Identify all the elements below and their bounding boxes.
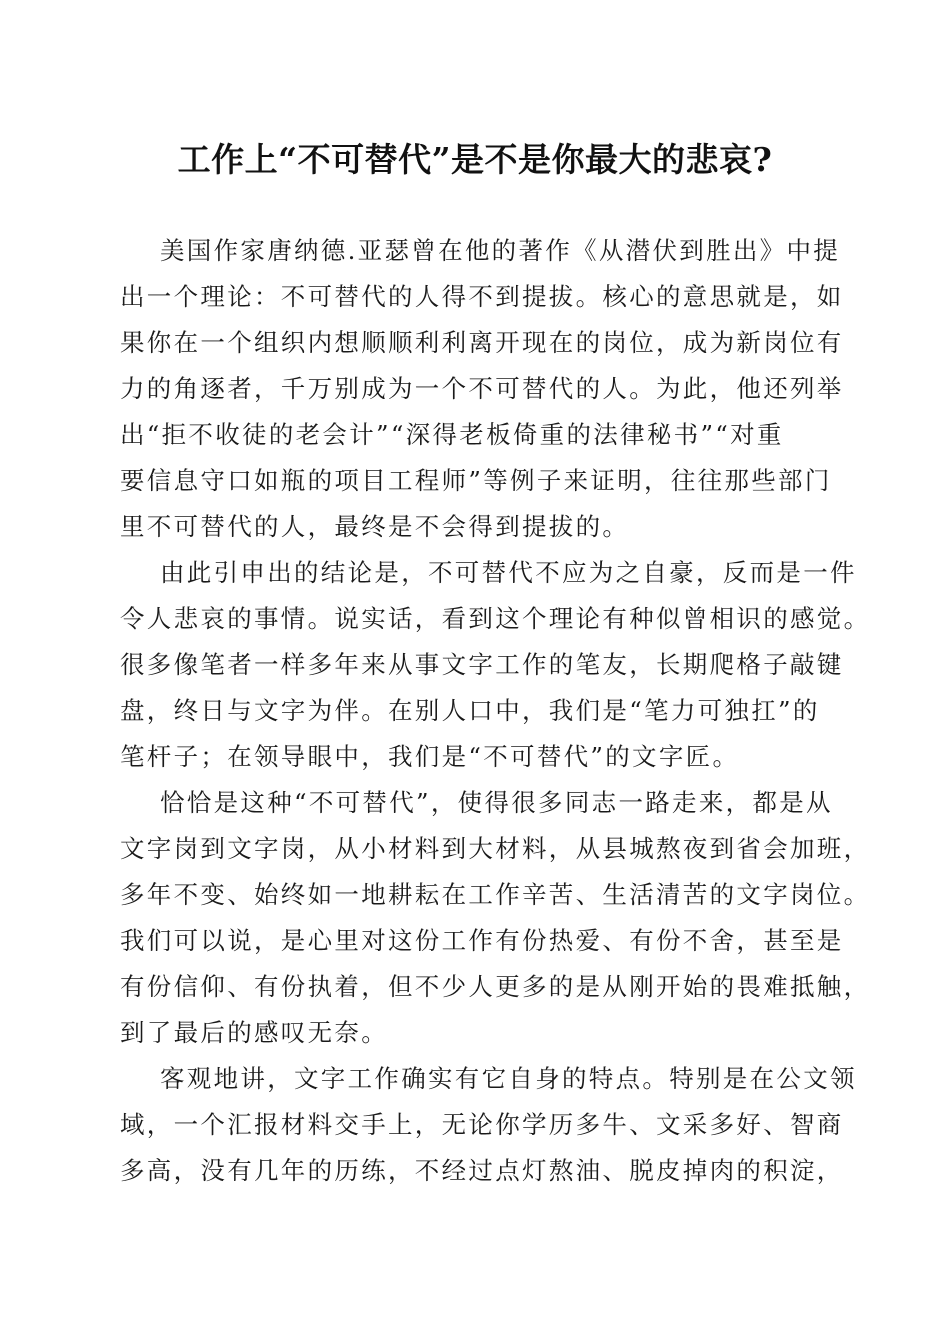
paragraph-line: 由此引申出的结论是，不可替代不应为之自豪，反而是一件 [160,558,857,587]
paragraph-4 [120,1056,857,1194]
document-body [120,228,871,1194]
paragraph-line: 到了最后的感叹无奈。 [120,1018,388,1047]
paragraph-line: 出一个理论：不可替代的人得不到提拔。核心的意思就是，如 [120,282,844,311]
paragraph-line: 多年不变、始终如一地耕耘在工作辛苦、生活清苦的文字岗位。 [120,880,871,909]
paragraph-line: 客观地讲，文字工作确实有它自身的特点。特别是在公文领 [160,1064,857,1093]
paragraph-line: 多高，没有几年的历练，不经过点灯熬油、脱皮掉肉的积淀， [120,1156,844,1185]
paragraph-1 [120,228,844,550]
paragraph-line: 力的角逐者，千万别成为一个不可替代的人。为此，他还列举 [120,374,844,403]
paragraph-line: 文字岗到文字岗，从小材料到大材料，从县城熬夜到省会加班， [120,834,871,863]
document-title: 工作上“不可替代”是不是你最大的悲哀? [177,140,773,179]
paragraph-line: 果你在一个组织内想顺顺利利离开现在的岗位，成为新岗位有 [120,328,844,357]
paragraph-line: 美国作家唐纳德.亚瑟曾在他的著作《从潜伏到胜出》中提 [160,236,841,265]
paragraph-line: 很多像笔者一样多年来从事文字工作的笔友，长期爬格子敲键 [120,650,844,679]
paragraph-line: 里不可替代的人，最终是不会得到提拔的。 [120,512,630,541]
paragraph-line: 笔杆子；在领导眼中，我们是“不可替代”的文字匠。 [120,742,740,771]
paragraph-line: 出“拒不收徒的老会计”“深得老板倚重的法律秘书”“对重 [120,420,784,449]
paragraph-line: 有份信仰、有份执着，但不少人更多的是从刚开始的畏难抵触， [120,972,871,1001]
paragraph-line: 令人悲哀的事情。说实话，看到这个理论有种似曾相识的感觉。 [120,604,871,633]
paragraph-line: 我们可以说，是心里对这份工作有份热爱、有份不舍，甚至是 [120,926,844,955]
paragraph-3 [120,780,871,1056]
paragraph-line: 要信息守口如瓶的项目工程师”等例子来证明，往往那些部门 [120,466,832,495]
paragraph-line: 域，一个汇报材料交手上，无论你学历多牛、文采多好、智商 [120,1110,844,1139]
paragraph-2 [120,550,871,780]
paragraph-line: 恰恰是这种“不可替代”，使得很多同志一路走来，都是从 [160,788,833,817]
paragraph-line: 盘，终日与文字为伴。在别人口中，我们是“笔力可独扛”的 [120,696,820,725]
